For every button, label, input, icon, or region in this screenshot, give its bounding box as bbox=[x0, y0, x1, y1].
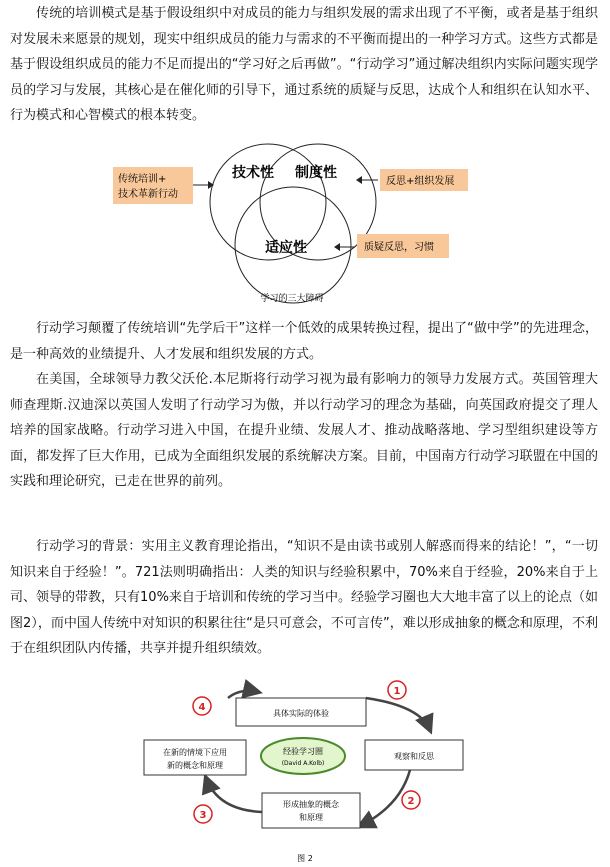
step-2-label: 观察和反思 bbox=[394, 752, 434, 761]
paragraph-4: 行动学习的背景：实用主义教育理论指出，“知识不是由读书或别人解惑而得来的结论！”，“一切知识来自于经验！”。721法则明确指出：人类的知识与经验积累中，70%来自于经验，20%来自于上司、领导的带教，只有10%来自于培训和传统的学习当中。经验学习圈也大大地丰富了以上的论点（如图2），而中国人传统中对知识的积累往往“是只可意会，不可言传”，难以形成抽象的概念和原理，不利于在组织团队内传播，共享并提升组织绩效。 bbox=[10, 539, 598, 656]
paragraph-1: 传统的培训模式是基于假设组织中对成员的能力与组织发展的需求出现了不平衡，或者是基于组织对发展未来愿景的规划，现实中组织成员的能力与需求的不平衡而提出的一种学习方式。这些方式都是基于假设组织成员的能力不足而提出的“学习好之后再做”。“行动学习”通过解决组织内实际问题实现学员的学习与发展，其核心是在催化师的引导下，通过系统的质疑与反思，达成个人和组织在认知水平、行为模式和心智模式的根本转变。 bbox=[10, 6, 598, 123]
box-right-text: 反思+组织发展 bbox=[386, 176, 455, 187]
box-left-line-2: 技术革新行动 bbox=[118, 189, 178, 200]
marker-1-num: 1 bbox=[393, 686, 401, 697]
paragraph-2: 行动学习颠覆了传统培训“先学后干”这样一个低效的成果转换过程，提出了“做中学”的先进理念，是一种高效的业绩提升、人才发展和组织发展的方式。 bbox=[10, 321, 598, 362]
arrow-right-head bbox=[356, 176, 362, 184]
center-label-2: (David A.Kolb) bbox=[281, 760, 325, 767]
marker-3 bbox=[194, 805, 212, 823]
step-4-label-2: 新的概念和原理 bbox=[167, 761, 223, 770]
figure2-caption: 图 2 bbox=[297, 854, 313, 863]
marker-2-num: 2 bbox=[407, 796, 415, 807]
step-4-label-1: 在新的情境下应用 bbox=[163, 748, 227, 757]
figure-learning-barriers bbox=[0, 140, 610, 312]
label-technical: 技术性 bbox=[232, 165, 274, 181]
paragraph-3: 在美国，全球领导力教父沃伦.本尼斯将行动学习视为最有影响力的领导力发展方式。英国管理大师查理斯.汉迪深以英国人发明了行动学习为傲，并以行动学习的理念为基础，向英国政府提交了理人培养的国家战略。行动学习进入中国，在提升业绩、发展人才、推动战略落地、学习型组织建设等方面，都发挥了巨大作用，已成为全面组织发展的系统解决方案。目前，中国南方行动学习联盟在中国的实践和理论研究，已走在世界的前列。 bbox=[10, 372, 598, 489]
step-3-label-2: 和原理 bbox=[299, 813, 323, 822]
step-1-label: 具体实际的体验 bbox=[273, 709, 329, 718]
marker-4-num: 4 bbox=[198, 702, 206, 713]
figure-experiential-learning-cycle bbox=[0, 678, 610, 867]
marker-4 bbox=[193, 697, 211, 715]
label-adaptive: 适应性 bbox=[265, 240, 307, 256]
arrow-4-to-1 bbox=[228, 691, 258, 698]
arrow-bottom-head bbox=[334, 243, 340, 251]
center-ellipse bbox=[261, 738, 345, 774]
arrow-3-to-4 bbox=[206, 778, 262, 812]
figure1-caption: 学习的三大障碍 bbox=[260, 294, 324, 304]
box-bottom-text: 质疑反思，习惯 bbox=[364, 242, 434, 253]
marker-2 bbox=[402, 791, 420, 809]
step-3-label-1: 形成抽象的概念 bbox=[283, 800, 339, 809]
label-institutional: 制度性 bbox=[295, 165, 337, 181]
center-label-1: 经验学习圈 bbox=[283, 747, 323, 756]
arrow-1-to-2 bbox=[366, 698, 430, 730]
marker-1 bbox=[388, 681, 406, 699]
marker-3-num: 3 bbox=[199, 810, 207, 821]
step-3-box bbox=[262, 793, 360, 828]
box-left-line-1: 传统培训+ bbox=[118, 174, 167, 185]
